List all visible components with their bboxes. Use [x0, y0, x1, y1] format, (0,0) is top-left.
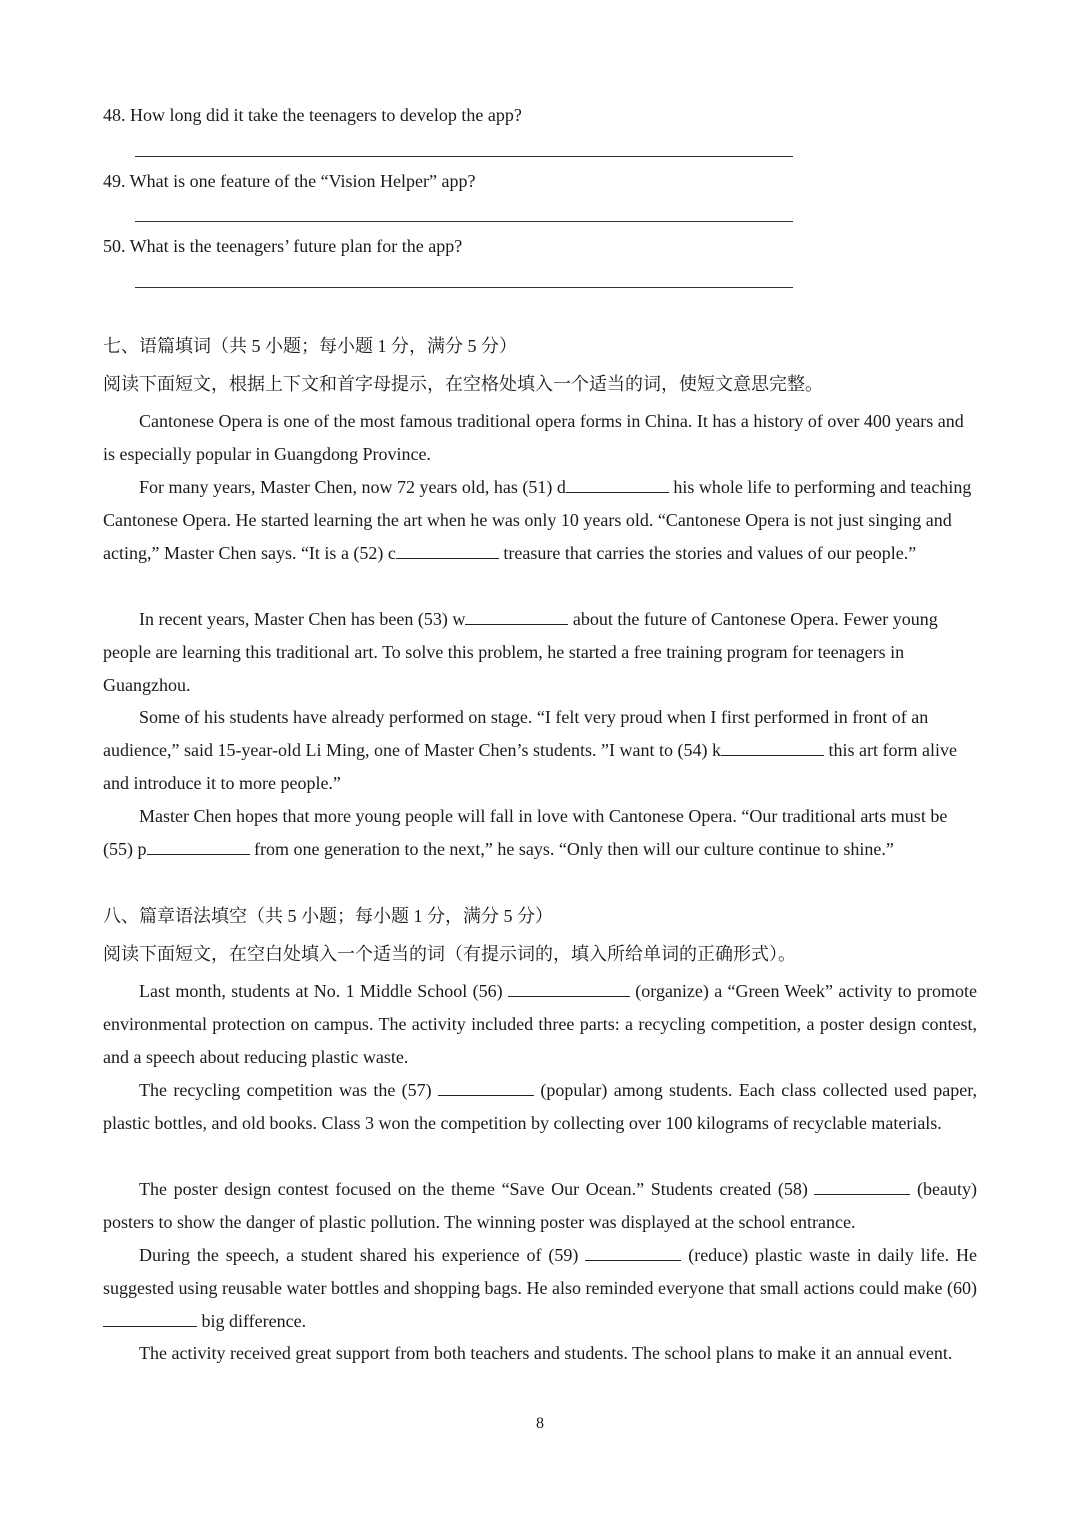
blank-51[interactable]: [566, 475, 669, 493]
blank-55[interactable]: [147, 837, 250, 855]
s8-paragraph-2: The recycling competition was the (57) (popular) among students. Each class collected used paper, plastic bottles, and old books. Class 3 won the competition by collecting over 100 kilograms of recyclable materials.: [103, 1080, 977, 1133]
answer-line-50[interactable]: [135, 287, 793, 288]
s8-paragraph-4: During the speech, a student shared his experience of (59) (reduce) plastic waste in daily life. He suggested using reusable water bottles and shopping bags. He also reminded everyone that small actions could make (60) big difference.: [103, 1245, 977, 1331]
s7-paragraph-1: Cantonese Opera is one of the most famous traditional opera forms in China. It has a history of over 400 years and is especially popular in Guangdong Province.: [103, 411, 964, 464]
s7-paragraph-3: In recent years, Master Chen has been (53) w about the future of Cantonese Opera. Fewer young people are learning this traditional art. To solve this problem, he started a free training program for teenagers in Guangzhou.: [103, 609, 938, 695]
blank-60[interactable]: [103, 1309, 197, 1327]
answer-line-48[interactable]: [135, 156, 793, 157]
page-number: 8: [536, 1415, 544, 1432]
blank-53[interactable]: [465, 607, 568, 625]
question-49: 49. What is one feature of the “Vision Helper” app?: [103, 171, 476, 191]
section-7-instruction: 阅读下面短文，根据上下文和首字母提示，在空格处填入一个适当的词，使短文意思完整。: [103, 374, 823, 394]
section-8-instruction: 阅读下面短文，在空白处填入一个适当的词（有提示词的，填入所给单词的正确形式）。: [103, 944, 796, 964]
s8-paragraph-5: The activity received great support from both teachers and students. The school plans to make it an annual event.: [139, 1343, 953, 1363]
answer-line-49[interactable]: [135, 221, 793, 222]
blank-52[interactable]: [396, 541, 499, 559]
blank-58[interactable]: [814, 1177, 910, 1195]
s7-paragraph-5: Master Chen hopes that more young people will fall in love with Cantonese Opera. “Our traditional arts must be (55) p from one generation to the next,” he says. “Only then will our culture continue to shine.”: [103, 806, 948, 859]
section-8-title: 八、篇章语法填空（共 5 小题；每小题 1 分，满分 5 分）: [103, 906, 553, 926]
blank-59[interactable]: [585, 1243, 681, 1261]
question-50: 50. What is the teenagers’ future plan for the app?: [103, 236, 463, 256]
question-48: 48. How long did it take the teenagers to develop the app?: [103, 105, 522, 125]
s7-paragraph-2: For many years, Master Chen, now 72 years old, has (51) d his whole life to performing and teaching Cantonese Opera. He started learning the art when he was only 10 years old. “Cantonese Opera is not just singing and acting,” Master Chen says. “It is a (52) c treasure that carries the stories and values of our people.”: [103, 477, 972, 563]
blank-56[interactable]: [508, 979, 630, 997]
s8-paragraph-3: The poster design contest focused on the theme “Save Our Ocean.” Students created (58) (beauty) posters to show the danger of plastic pollution. The winning poster was displayed at the school entrance.: [103, 1179, 978, 1232]
blank-54[interactable]: [721, 738, 824, 756]
s7-paragraph-4: Some of his students have already performed on stage. “I felt very proud when I first performed in front of an audience,” said 15-year-old Li Ming, one of Master Chen’s students. ”I want to (54) k this art form alive and introduce it to more people.”: [103, 707, 957, 793]
s8-paragraph-1: Last month, students at No. 1 Middle School (56) (organize) a “Green Week” activity to promote environmental protection on campus. The activity included three parts: a recycling competition, a poster design contest, and a speech about reducing plastic waste.: [103, 981, 977, 1067]
section-7-title: 七、语篇填词（共 5 小题；每小题 1 分，满分 5 分）: [103, 336, 517, 356]
blank-57[interactable]: [438, 1078, 534, 1096]
